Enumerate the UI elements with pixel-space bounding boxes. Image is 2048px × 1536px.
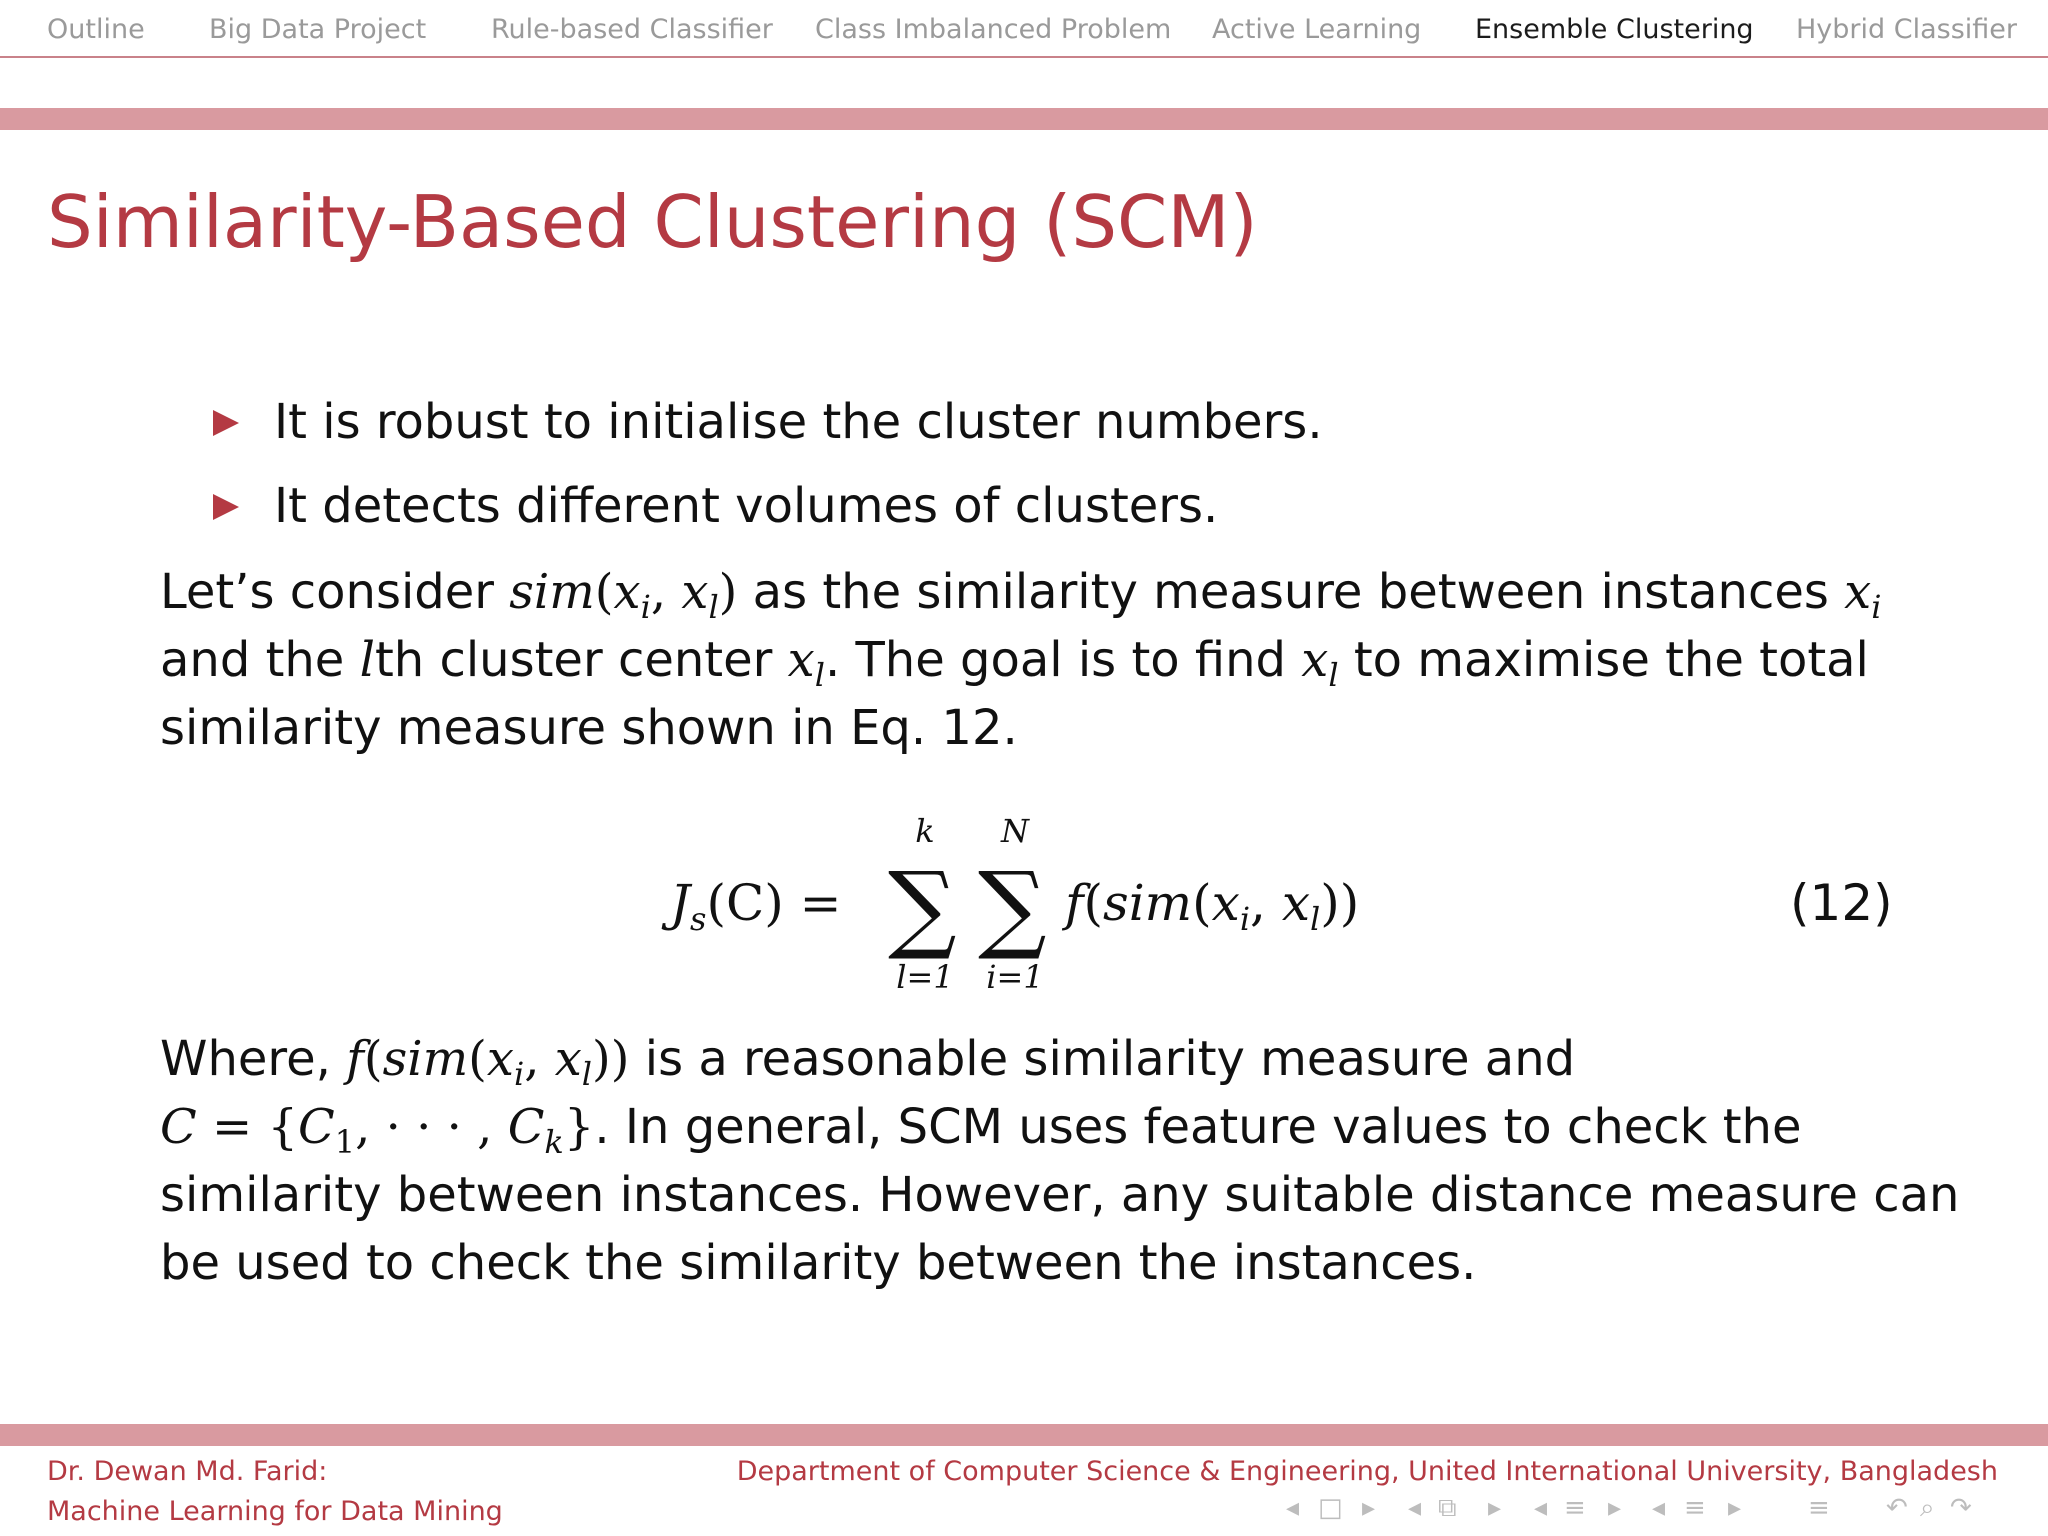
text-run: and the xyxy=(160,632,360,688)
math-sub-l: l xyxy=(581,1055,593,1093)
paragraph-line: similarity measure shown in Eq. 12. xyxy=(160,700,1018,756)
slide-title: Similarity-Based Clustering (SCM) xyxy=(47,180,1258,264)
math-paren: ( xyxy=(468,1031,487,1087)
sum2-lower: i=1 xyxy=(986,958,1044,996)
math-c: C xyxy=(298,1099,335,1155)
bullet-item xyxy=(210,380,1323,464)
paragraph-line xyxy=(160,1025,1900,1093)
paragraph-line xyxy=(160,626,1900,694)
text-run: . The goal is to find xyxy=(824,632,1302,688)
nav-doc-icon[interactable]: ≡ xyxy=(1684,1493,1706,1523)
math-paren: )) xyxy=(1320,874,1360,932)
text-run: . In general, SCM uses feature values to check the xyxy=(594,1099,1802,1155)
text-run: is a reasonable similarity measure and xyxy=(629,1031,1576,1087)
math-paren: ( xyxy=(363,1031,383,1087)
nav-doc-prev-icon[interactable]: ◂ xyxy=(1652,1493,1666,1523)
text-run: Where, xyxy=(160,1031,347,1087)
math-sim: sim xyxy=(382,1031,469,1087)
math-sub-l: l xyxy=(708,588,719,626)
sum1-lower: l=1 xyxy=(896,958,954,996)
math-l: l xyxy=(359,632,375,688)
sigma-icon: ∑ xyxy=(978,851,1047,963)
math-c: C xyxy=(507,1099,545,1155)
nav-subsection-prev-icon[interactable]: ◂ xyxy=(1408,1493,1422,1523)
nav-item-active-learning[interactable]: Active Learning xyxy=(1212,14,1422,45)
math-sim: sim xyxy=(1103,874,1193,932)
math-sub-i: i xyxy=(640,588,651,626)
math-sub-l: l xyxy=(814,656,825,694)
math-x: x xyxy=(1844,564,1872,620)
bullet-text: It detects different volumes of clusters. xyxy=(274,478,1219,534)
math-x: x xyxy=(1281,874,1311,932)
sum2-upper: N xyxy=(1001,812,1029,850)
nav-section-prev-icon[interactable]: ◂ xyxy=(1534,1493,1548,1523)
equation-12 xyxy=(670,812,1390,1002)
math-sub-l: l xyxy=(1310,900,1321,938)
triangle-bullet-icon xyxy=(213,410,239,436)
math-ellipsis: , · · · , xyxy=(355,1099,508,1155)
footer-course: Machine Learning for Data Mining xyxy=(47,1496,503,1527)
section-nav xyxy=(0,0,2048,58)
nav-appendix-icon[interactable]: ≡ xyxy=(1808,1493,1830,1523)
bullet-text: It is robust to initialise the cluster numbers. xyxy=(274,394,1323,450)
bullet-item xyxy=(210,464,1323,548)
math-c: C xyxy=(160,1099,197,1155)
paragraph-line xyxy=(160,1093,1900,1161)
nav-item-big-data-project[interactable]: Big Data Project xyxy=(209,14,427,45)
paragraph-line xyxy=(160,558,1900,626)
nav-section-icon[interactable]: ≡ xyxy=(1564,1493,1586,1523)
paragraph-line: similarity between instances. However, any suitable distance measure can xyxy=(160,1167,1960,1223)
math-x: x xyxy=(1301,632,1329,688)
math-paren: ( xyxy=(594,564,614,620)
nav-frame-next-icon[interactable]: ▸ xyxy=(1362,1493,1376,1523)
math-j: J xyxy=(670,874,691,932)
nav-search-icon[interactable]: ⌕ xyxy=(1920,1493,1935,1523)
math-paren: ( xyxy=(1083,874,1104,932)
text-run: to maximise the total xyxy=(1338,632,1869,688)
triangle-bullet-icon xyxy=(213,494,239,520)
nav-back-icon[interactable]: ↶ xyxy=(1886,1493,1908,1523)
nav-frame-prev-icon[interactable]: ◂ xyxy=(1286,1493,1300,1523)
equation-lhs xyxy=(670,874,842,938)
header-band xyxy=(0,108,2048,130)
nav-subsection-next-icon[interactable]: ▸ xyxy=(1488,1493,1502,1523)
sigma-icon: ∑ xyxy=(888,851,957,963)
nav-doc-next-icon[interactable]: ▸ xyxy=(1728,1493,1742,1523)
nav-item-rule-based-classifier[interactable]: Rule-based Classifier xyxy=(491,14,773,45)
math-x: x xyxy=(681,564,709,620)
footer-institution: Department of Computer Science & Engineering, United International University, Bangladesh xyxy=(736,1456,1998,1487)
equation-rhs xyxy=(1065,874,1360,938)
math-sub-1: 1 xyxy=(334,1123,356,1161)
nav-item-outline[interactable]: Outline xyxy=(47,14,145,45)
text-run: th cluster center xyxy=(374,632,788,688)
math-paren: ) xyxy=(718,564,738,620)
math-x: x xyxy=(486,1031,514,1087)
math-comma: , xyxy=(524,1031,555,1087)
footer-author: Dr. Dewan Md. Farid: xyxy=(47,1456,328,1487)
math-paren: )) xyxy=(592,1031,630,1087)
nav-subsection-icon[interactable]: ⧉ xyxy=(1438,1493,1457,1523)
math-sub-i: i xyxy=(513,1055,525,1093)
math-comma: , xyxy=(1250,874,1282,932)
math-x: x xyxy=(1211,874,1240,932)
math-paren: ( xyxy=(1192,874,1212,932)
explanation-paragraph xyxy=(160,1025,1960,1297)
nav-item-ensemble-clustering[interactable]: Ensemble Clustering xyxy=(1475,14,1754,45)
nav-frame-icon[interactable]: □ xyxy=(1318,1493,1343,1523)
paragraph-line: be used to check the similarity between the instances. xyxy=(160,1235,1477,1291)
math-eq-brace: = { xyxy=(196,1099,299,1155)
math-sub-k: k xyxy=(544,1123,564,1161)
math-sub-i: i xyxy=(1871,588,1882,626)
math-sim-xi-xl: sim xyxy=(509,564,595,620)
math-arg: (C) = xyxy=(706,874,842,932)
math-x: x xyxy=(554,1031,582,1087)
bullet-list xyxy=(210,380,1323,548)
intro-paragraph xyxy=(160,558,1900,762)
math-sub-i: i xyxy=(1239,900,1251,938)
math-brace: } xyxy=(563,1099,595,1155)
equation-number: (12) xyxy=(1790,874,1893,932)
math-x: x xyxy=(787,632,815,688)
math-comma: , xyxy=(650,564,682,620)
sum1-upper: k xyxy=(915,812,935,850)
text-run: Let’s consider xyxy=(160,564,510,620)
footer-band xyxy=(0,1424,2048,1446)
math-sub-l: l xyxy=(1328,656,1339,694)
nav-section-next-icon[interactable]: ▸ xyxy=(1608,1493,1622,1523)
math-f: f xyxy=(1065,874,1084,932)
nav-item-hybrid-classifier[interactable]: Hybrid Classifier xyxy=(1796,14,2017,45)
math-sub-s: s xyxy=(690,900,707,938)
math-x: x xyxy=(613,564,641,620)
nav-forward-icon[interactable]: ↷ xyxy=(1950,1493,1972,1523)
nav-item-class-imbalanced-problem[interactable]: Class Imbalanced Problem xyxy=(815,14,1172,45)
math-f: f xyxy=(346,1031,364,1087)
text-run: as the similarity measure between instances xyxy=(737,564,1845,620)
